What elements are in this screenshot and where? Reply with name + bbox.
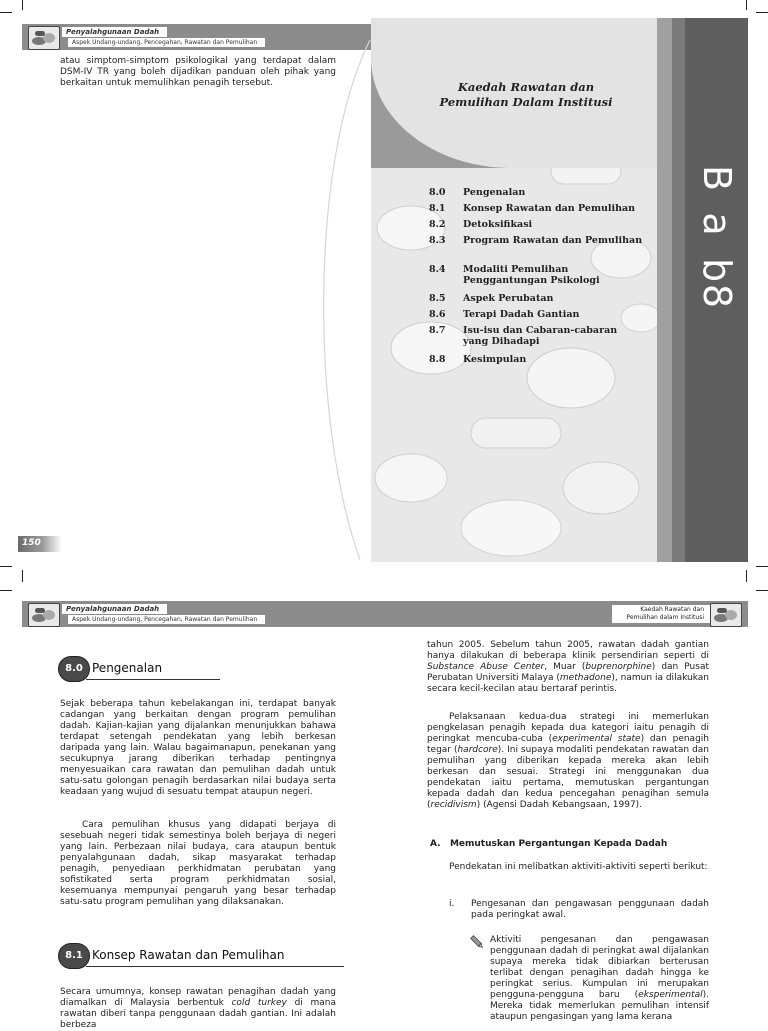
- header-right-line2: Pemulihan dalam Institusi: [626, 614, 704, 621]
- paragraph: Pelaksanaan kedua-dua strategi ini memerlukan pengkelasan penagih kepada dua kategori iaitu penagih di peringkat mencuba-cuba (experimental state) dan penagih tegar (hardcore). Ini supaya modaliti pendekatan rawatan dan pemulihan yang diberikan kepada mereka akan lebih berkesan dan sesuai. Strategi ini menggunakan dua pendekatan iaitu pertama, memutuskan pergantungan kepada dadah dan kedua pencegahan penagihan semula (recidivism) (Agensi Dadah Kebangsaan, 1997).: [427, 712, 710, 810]
- toc-item-number: 8.0: [429, 187, 446, 198]
- section-underline: [86, 679, 220, 680]
- toc-item-number: 8.6: [429, 309, 446, 320]
- header-title: Penyalahgunaan Dadah: [62, 604, 167, 614]
- header-right-line1: Kaedah Rawatan dan: [640, 606, 704, 613]
- section-number-badge: 8.0: [58, 656, 90, 682]
- crop-mark: [756, 590, 768, 591]
- toc-item-label: Pengenalan: [463, 187, 526, 198]
- toc-item-number: 8.8: [429, 354, 446, 365]
- paragraph: Cara pemulihan khusus yang didapati berjaya di sesebuah negeri tidak semestinya boleh berjaya di negeri yang lain. Perbezaan nilai budaya, cara ataupun bentuk penyalahgunaan dadah, sikap masyarakat terhadap penagih, penyediaan perkhidmatan perubatan yang sofistikated serta program perkhidmatan sosial, kesemuanya mempunyai pengaruh yang besar terhadap satu-satu program pemulihan yang dilaksanakan.: [60, 820, 336, 907]
- panel-stripe: [672, 18, 685, 562]
- chapter-title-line1: Kaedah Rawatan dan: [457, 80, 595, 94]
- toc-item-label: Program Rawatan dan Pemulihan: [463, 235, 643, 246]
- section-number-badge: 8.1: [58, 943, 90, 969]
- header-title: Penyalahgunaan Dadah: [62, 27, 167, 37]
- running-header-bottom: [22, 601, 748, 627]
- pills-logo-icon: [28, 26, 60, 50]
- toc-item-number: 8.7: [429, 325, 446, 336]
- bab-word: a: [695, 212, 739, 236]
- toc-item-number: 8.2: [429, 219, 446, 230]
- toc-item-label: Isu-isu dan Cabaran-cabaran yang Dihadapi: [463, 325, 618, 347]
- header-subtitle: Aspek Undang-undang, Pencegahan, Rawatan dan Pemulihan: [68, 38, 265, 47]
- panel-stripe: [657, 18, 672, 562]
- toc-item-label: Terapi Dadah Gantian: [463, 309, 580, 320]
- crop-mark: [0, 566, 12, 567]
- crop-mark: [756, 12, 768, 13]
- paragraph: Secara umumnya, konsep rawatan penagihan dadah yang diamalkan di Malaysia berbentuk cold turkey di mana rawatan diberi tanpa penggunaan dadah gantian. Ini adalah berbeza: [60, 987, 336, 1030]
- toc-item-label: Kesimpulan: [463, 354, 527, 365]
- note-paragraph: Aktiviti pengesanan dan pengawasan penggunaan dadah di peringkat awal dijalankan supaya mereka tidak dibiarkan berterusan terlibat dengan penagihan dadah hingga ke peringkat serius. Kumpulan ini merupakan pengguna-pengguna baru (eksperimental). Mereka tidak memerlukan pemulihan intensif ataupun pengasingan yang lama kerana: [490, 935, 709, 1022]
- page-number-tab: [18, 536, 62, 552]
- bab-number: 8: [695, 283, 739, 309]
- header-right-label: [612, 605, 710, 623]
- toc-item-label: Modaliti Pemulihan Penggantungan Psikologi: [463, 264, 600, 286]
- paragraph: Pendekatan ini melibatkan aktiviti-aktiviti seperti berikut:: [449, 862, 708, 872]
- section-title: Konsep Rawatan dan Pemulihan: [92, 948, 285, 962]
- crop-mark: [22, 570, 23, 582]
- subsection-heading: A. Memutuskan Pergantungan Kepada Dadah: [430, 839, 668, 849]
- toc-item-number: 8.3: [429, 235, 446, 246]
- list-item: Pengesanan dan pengawasan penggunaan dadah pada peringkat awal.: [471, 899, 709, 920]
- crop-mark: [746, 570, 747, 582]
- intro-paragraph: atau simptom-simptom psikologikal yang terdapat dalam DSM-IV TR yang boleh dijadikan panduan oleh pihak yang berkaitan untuk memulihkan penagih tersebut.: [60, 56, 336, 88]
- toc-item-label: Konsep Rawatan dan Pemulihan: [463, 203, 636, 214]
- crop-mark: [22, 0, 23, 10]
- toc-item-number: 8.1: [429, 203, 446, 214]
- paragraph: tahun 2005. Sebelum tahun 2005, rawatan dadah gantian hanya dilakukan di beberapa klinik persendirian seperti di Substance Abuse Center, Muar (buprenorphine) dan Pusat Perubatan Universiti Malaya (methadone), namun ia dilakukan secara kecil-kecilan atau bertaraf perintis.: [427, 640, 709, 694]
- list-item-number: i.: [449, 899, 455, 909]
- bab-word: B: [695, 164, 739, 192]
- crop-mark: [756, 566, 768, 567]
- crop-mark: [0, 12, 12, 13]
- chapter-title-line2: Pemulihan Dalam Institusi: [439, 95, 613, 109]
- pills-logo-icon: [710, 603, 742, 627]
- crop-mark: [746, 0, 747, 10]
- pills-logo-icon: [28, 603, 60, 627]
- bab-word: b: [695, 257, 739, 283]
- toc-item-number: 8.4: [429, 264, 446, 275]
- toc-item-number: 8.5: [429, 293, 446, 304]
- pencil-icon: [469, 934, 485, 950]
- decorative-curve: [300, 40, 380, 560]
- toc-item-label: Aspek Perubatan: [463, 293, 554, 304]
- paragraph: Sejak beberapa tahun kebelakangan ini, terdapat banyak cadangan yang berkaitan dengan program pemulihan dadah. Kajian-kajian yang dijalankan menunjukkan bahawa terdapat setengah pendekatan yang lebih berkesan daripada yang lain. Walau bagaimanapun, penekanan yang secukupnya jarang diberikan terhadap pentingnya menyesuaikan cara rawatan dan pemulihan dadah untuk satu-satu golongan penagih berdasarkan nilai budaya serta keadaan yang wujud di sesuatu tempat ataupun negeri.: [60, 699, 336, 797]
- crop-mark: [0, 590, 12, 591]
- chapter-panel: [371, 18, 748, 562]
- section-underline: [86, 966, 344, 967]
- header-subtitle: Aspek Undang-undang, Pencegahan, Rawatan dan Pemulihan: [68, 615, 265, 624]
- section-title: Pengenalan: [92, 661, 163, 675]
- page-number: 150: [22, 538, 41, 548]
- toc-item-label: Detoksifikasi: [463, 219, 533, 230]
